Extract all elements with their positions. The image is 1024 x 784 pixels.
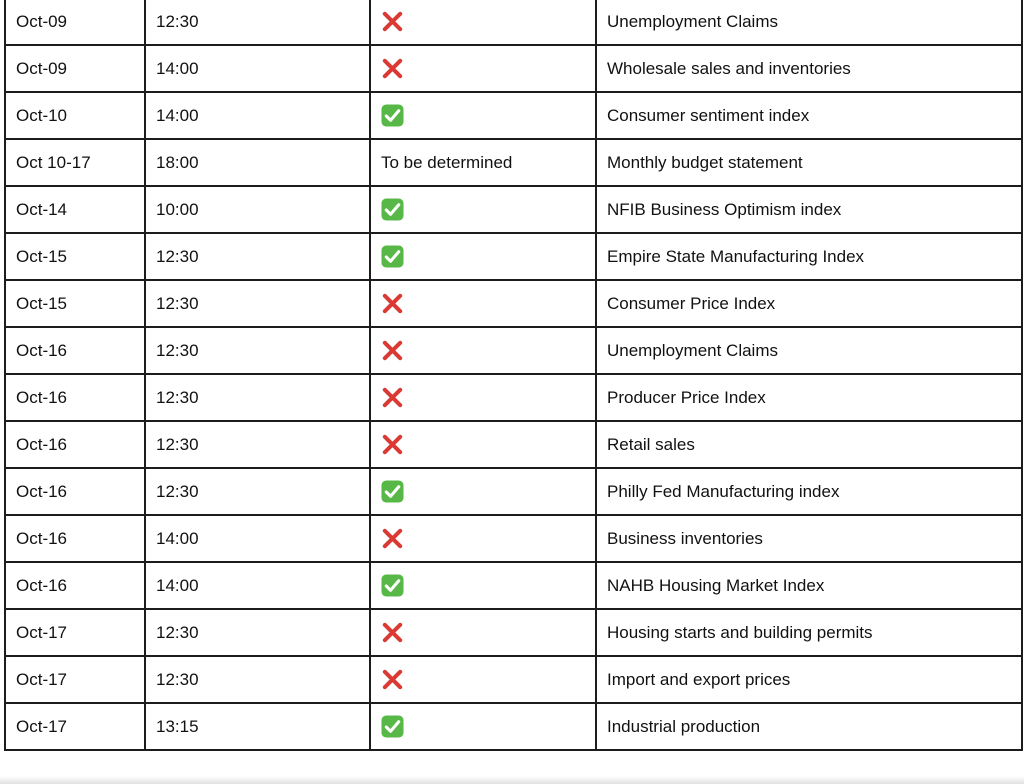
cross-mark-icon	[381, 57, 404, 80]
time-cell: 12:30	[145, 233, 370, 280]
date-cell: Oct-16	[5, 327, 145, 374]
date-cell: Oct-10	[5, 92, 145, 139]
status-cell	[370, 609, 596, 656]
check-mark-button-icon	[381, 245, 404, 268]
status-cell	[370, 0, 596, 45]
status-cell	[370, 515, 596, 562]
table-row	[5, 421, 1022, 468]
time-cell: 12:30	[145, 327, 370, 374]
bottom-edge-shadow	[0, 776, 1024, 784]
table-row	[5, 562, 1022, 609]
event-cell: Consumer sentiment index	[596, 92, 1022, 139]
event-cell: Unemployment Claims	[596, 327, 1022, 374]
date-cell: Oct 10-17	[5, 139, 145, 186]
cross-mark-icon	[381, 621, 404, 644]
cross-mark-icon	[381, 668, 404, 691]
status-text: To be determined	[381, 152, 513, 172]
event-cell: Unemployment Claims	[596, 0, 1022, 45]
status-cell	[370, 468, 596, 515]
check-mark-button-icon	[381, 574, 404, 597]
date-cell: Oct-17	[5, 703, 145, 750]
status-cell	[370, 139, 596, 186]
table-row	[5, 280, 1022, 327]
time-cell: 13:15	[145, 703, 370, 750]
status-cell	[370, 327, 596, 374]
time-cell: 14:00	[145, 562, 370, 609]
event-cell: Consumer Price Index	[596, 280, 1022, 327]
table-row	[5, 609, 1022, 656]
time-cell: 14:00	[145, 92, 370, 139]
status-cell	[370, 656, 596, 703]
check-mark-button-icon	[381, 104, 404, 127]
status-cell	[370, 186, 596, 233]
check-mark-button-icon	[381, 480, 404, 503]
table-row	[5, 703, 1022, 750]
date-cell: Oct-09	[5, 45, 145, 92]
event-cell: Philly Fed Manufacturing index	[596, 468, 1022, 515]
time-cell: 12:30	[145, 421, 370, 468]
table-row	[5, 327, 1022, 374]
event-cell: Monthly budget statement	[596, 139, 1022, 186]
date-cell: Oct-17	[5, 609, 145, 656]
event-cell: Wholesale sales and inventories	[596, 45, 1022, 92]
cross-mark-icon	[381, 386, 404, 409]
status-cell	[370, 280, 596, 327]
table-row	[5, 186, 1022, 233]
date-cell: Oct-16	[5, 562, 145, 609]
table-row	[5, 139, 1022, 186]
cross-mark-icon	[381, 10, 404, 33]
status-cell	[370, 45, 596, 92]
table-row	[5, 468, 1022, 515]
event-cell: Producer Price Index	[596, 374, 1022, 421]
status-cell	[370, 421, 596, 468]
event-cell: Retail sales	[596, 421, 1022, 468]
status-cell	[370, 562, 596, 609]
status-cell	[370, 703, 596, 750]
time-cell: 12:30	[145, 468, 370, 515]
time-cell: 12:30	[145, 609, 370, 656]
date-cell: Oct-16	[5, 515, 145, 562]
event-cell: Housing starts and building permits	[596, 609, 1022, 656]
event-cell: Import and export prices	[596, 656, 1022, 703]
table-row	[5, 0, 1022, 45]
status-cell	[370, 233, 596, 280]
status-cell	[370, 374, 596, 421]
time-cell: 12:30	[145, 656, 370, 703]
event-cell: Industrial production	[596, 703, 1022, 750]
time-cell: 12:30	[145, 374, 370, 421]
event-cell: Empire State Manufacturing Index	[596, 233, 1022, 280]
table-row	[5, 515, 1022, 562]
check-mark-button-icon	[381, 198, 404, 221]
cross-mark-icon	[381, 527, 404, 550]
date-cell: Oct-16	[5, 374, 145, 421]
date-cell: Oct-16	[5, 421, 145, 468]
date-cell: Oct-09	[5, 0, 145, 45]
date-cell: Oct-15	[5, 280, 145, 327]
date-cell: Oct-16	[5, 468, 145, 515]
table-row	[5, 233, 1022, 280]
table-row	[5, 92, 1022, 139]
event-cell: Business inventories	[596, 515, 1022, 562]
time-cell: 12:30	[145, 280, 370, 327]
check-mark-button-icon	[381, 715, 404, 738]
date-cell: Oct-15	[5, 233, 145, 280]
event-cell: NFIB Business Optimism index	[596, 186, 1022, 233]
cross-mark-icon	[381, 339, 404, 362]
time-cell: 14:00	[145, 515, 370, 562]
table-row	[5, 656, 1022, 703]
time-cell: 10:00	[145, 186, 370, 233]
economic-calendar-table	[4, 0, 1023, 751]
cross-mark-icon	[381, 292, 404, 315]
table-row	[5, 374, 1022, 421]
time-cell: 14:00	[145, 45, 370, 92]
time-cell: 18:00	[145, 139, 370, 186]
table-row	[5, 45, 1022, 92]
cross-mark-icon	[381, 433, 404, 456]
time-cell: 12:30	[145, 0, 370, 45]
date-cell: Oct-14	[5, 186, 145, 233]
status-cell	[370, 92, 596, 139]
event-cell: NAHB Housing Market Index	[596, 562, 1022, 609]
calendar-body	[5, 0, 1022, 750]
date-cell: Oct-17	[5, 656, 145, 703]
